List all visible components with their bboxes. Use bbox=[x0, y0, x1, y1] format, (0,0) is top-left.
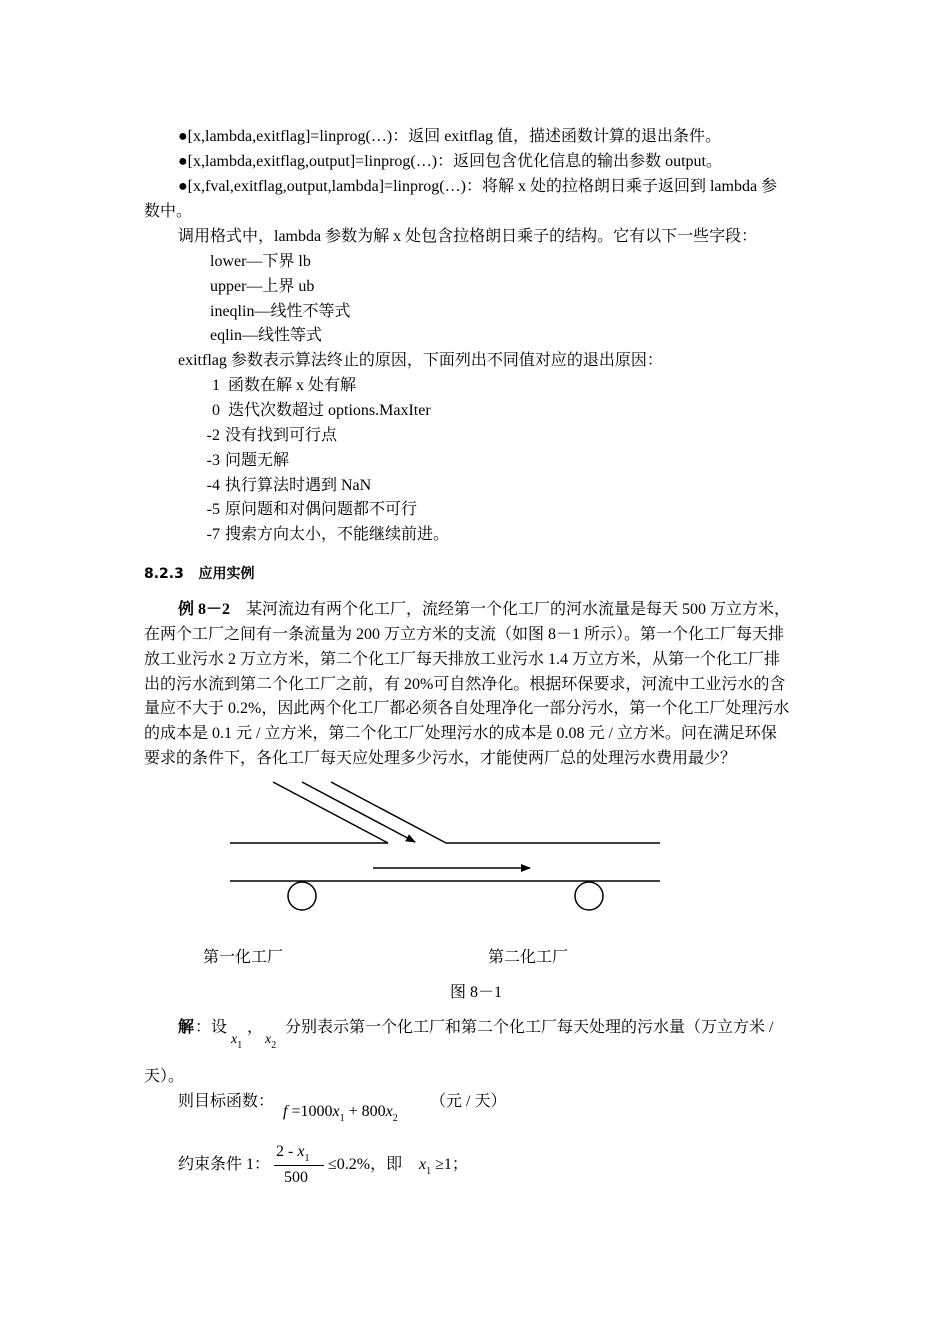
exitflag-desc: 搜索方向太小，不能继续前进。 bbox=[225, 526, 450, 543]
constraint-relation: ≤0.2%，即 bbox=[328, 1156, 403, 1173]
exitflag-desc: 迭代次数超过 options.MaxIter bbox=[228, 402, 431, 419]
exitflag-code: 1 bbox=[212, 377, 220, 394]
factory-2-label: 第二化工厂 bbox=[488, 949, 569, 966]
var-x2: $x_2$ bbox=[265, 1032, 277, 1051]
constraint-result: $x_1 \ge 1$； bbox=[419, 1156, 468, 1177]
example-line: 要求的条件下，各化工厂每天应处理多少污水，才能使两厂总的处理污水费用最少？ bbox=[144, 750, 737, 767]
fraction-denominator: 500 bbox=[284, 1169, 308, 1186]
example-label: 例 8－2 bbox=[178, 601, 231, 618]
lambda-field: lower—下界 lb bbox=[210, 253, 311, 270]
factory-1-label: 第一化工厂 bbox=[203, 949, 284, 966]
exitflag-code: 0 bbox=[212, 402, 220, 419]
exitflag-code: -4 bbox=[206, 477, 220, 494]
example-line: 出的污水流到第二个化工厂之前，有 20%可自然净化。根据环保要求，河流中工业污水的含 bbox=[144, 676, 786, 693]
exitflag-desc: 执行算法时遇到 NaN bbox=[225, 477, 372, 494]
lambda-field: eqlin—线性等式 bbox=[210, 327, 322, 344]
var-x1: $x_1$ bbox=[231, 1032, 243, 1051]
exitflag-code: -5 bbox=[206, 501, 220, 518]
exitflag-desc: 函数在解 x 处有解 bbox=[228, 377, 357, 394]
bullet-icon: ● bbox=[178, 153, 188, 170]
example-line-1: 例 8－2 某河流边有两个化工厂，流经第一个化工厂的河水流量是每天 500 万立方米， bbox=[178, 601, 791, 618]
call-line-2: ●[x,lambda,exitflag,output]=linprog(…)：返回包含优化信息的输出参数 output。 bbox=[178, 153, 722, 170]
exitflag-intro: exitflag 参数表示算法终止的原因，下面列出不同值对应的退出原因： bbox=[178, 352, 663, 369]
fraction-bar bbox=[274, 1165, 324, 1166]
tributary-bank-right bbox=[331, 782, 446, 843]
section-heading: 8.2.3 应用实例 bbox=[144, 566, 255, 582]
exitflag-desc: 没有找到可行点 bbox=[225, 427, 338, 444]
exitflag-desc: 问题无解 bbox=[225, 452, 290, 469]
objective-unit: （元 / 天） bbox=[430, 1093, 507, 1110]
lambda-field: upper—上界 ub bbox=[210, 278, 315, 295]
constraint-label: 约束条件 1： bbox=[178, 1156, 271, 1173]
lambda-field: ineqlin—线性不等式 bbox=[210, 303, 351, 320]
bullet-icon: ● bbox=[178, 128, 188, 145]
objective-formula: $f =1000x_1 + 800x_2$ bbox=[283, 1103, 398, 1124]
solution-text: 分别表示第一个化工厂和第二个化工厂每天处理的污水量（万立方米 / bbox=[285, 1019, 774, 1036]
exitflag-code: -2 bbox=[206, 427, 220, 444]
solution-comma: ， bbox=[247, 1019, 264, 1036]
exitflag-code: -3 bbox=[206, 452, 220, 469]
solution-label: 解 bbox=[178, 1019, 195, 1036]
example-line: 量应不大于 0.2%，因此两个化工厂都必须各自处理净化一部分污水，第一个化工厂处理污水 bbox=[144, 700, 790, 717]
solution-text-cont: 天）。 bbox=[144, 1068, 185, 1085]
example-line: 放工业污水 2 万立方米，第二个化工厂每天排放工业污水 1.4 万立方米，从第一个化工厂排 bbox=[144, 651, 781, 668]
tributary-flow-arrow bbox=[302, 782, 415, 842]
bullet-icon: ● bbox=[178, 178, 188, 195]
call-line-1: ●[x,lambda,exitflag]=linprog(…)：返回 exitflag 值，描述函数计算的退出条件。 bbox=[178, 128, 722, 145]
figure-caption: 图 8－1 bbox=[450, 984, 503, 1001]
factory-1-icon bbox=[288, 882, 316, 910]
tributary-bank-left bbox=[273, 782, 388, 843]
lambda-intro: 调用格式中，lambda 参数为解 x 处包含拉格朗日乘子的结构。它有以下一些字段： bbox=[178, 228, 758, 245]
solution-colon: ：设 bbox=[195, 1019, 228, 1036]
example-line: 在两个工厂之间有一条流量为 200 万立方米的支流（如图 8－1 所示）。第一个化工厂每天排 bbox=[144, 626, 785, 643]
call-line-3: ●[x,fval,exitflag,output,lambda]=linprog(…)：将解 x 处的拉格朗日乘子返回到 lambda 参 bbox=[178, 178, 778, 195]
exitflag-code: -7 bbox=[206, 526, 220, 543]
factory-2-icon bbox=[575, 882, 603, 910]
call-line-3-cont: 数中。 bbox=[144, 203, 193, 220]
objective-label: 则目标函数： bbox=[178, 1093, 275, 1110]
exitflag-desc: 原问题和对偶问题都不可行 bbox=[225, 501, 418, 518]
example-line: 的成本是 0.1 元 / 立方米，第二个化工厂处理污水的成本是 0.08 元 / 立方米。问在满足环保 bbox=[144, 725, 777, 742]
fraction-numerator: $2 - x_1$ bbox=[276, 1143, 310, 1164]
